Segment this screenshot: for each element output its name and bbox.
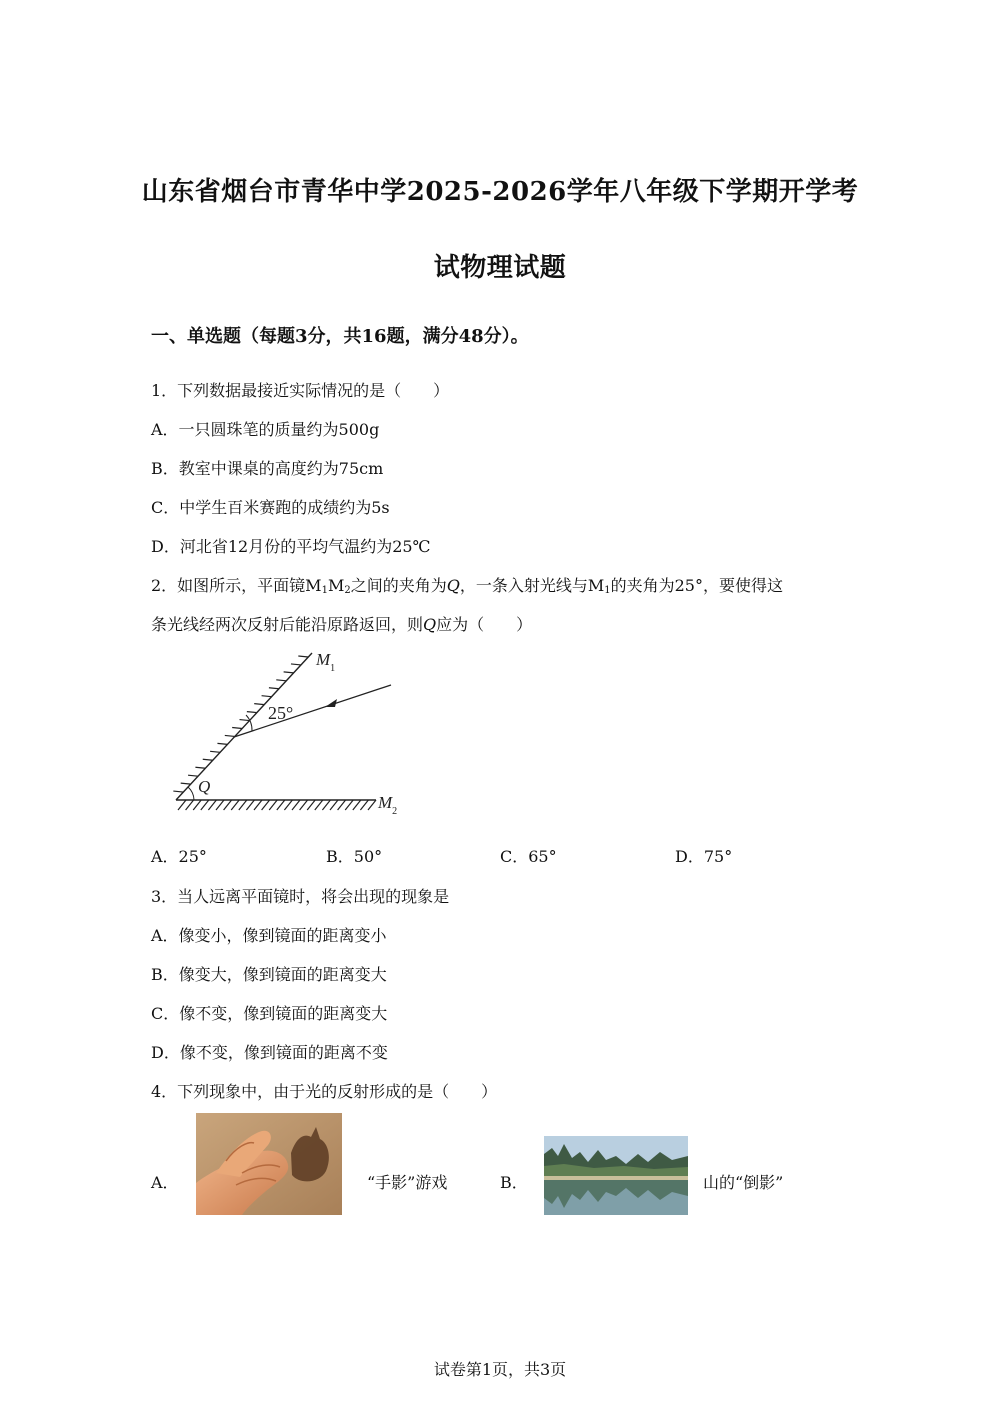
mirror-hatch-mark (239, 800, 247, 810)
question-1-option-b: B．教室中课桌的高度约为75cm (151, 459, 384, 478)
page-footer: 试卷第1页，共3页 (433, 1360, 567, 1379)
mirror-m2-hatching (178, 800, 376, 810)
question-2-option-a: A．25° (151, 847, 207, 866)
mirror-hatch-mark (322, 800, 330, 810)
question-3-stem: 3．当人远离平面镜时，将会出现的现象是 (151, 887, 450, 906)
mirror-hatch-mark (208, 800, 216, 810)
section-heading: 一、单选题（每题3分，共16题，满分48分）。 (151, 326, 529, 347)
label-m2: $M_2$ (378, 793, 398, 817)
hand-shadow-photo (196, 1113, 342, 1215)
mirror-hatch-mark (240, 720, 250, 721)
mirror-hatch-mark (292, 800, 300, 810)
mirror-hatch-mark (246, 800, 254, 810)
mirror-hatch-mark (178, 800, 186, 810)
label-angle-25: 25° (268, 703, 294, 723)
mirror-hatch-mark (262, 696, 272, 697)
mirror-hatch-mark (307, 800, 315, 810)
q2-text-d: ，一条入射光线与M (459, 576, 605, 595)
mirror-hatch-mark (217, 743, 227, 744)
mirror-hatch-mark (203, 759, 213, 760)
q2-text-b: M (327, 576, 345, 595)
question-4-option-b-caption: 山的“倒影” (703, 1173, 784, 1192)
mirror-m1 (176, 653, 312, 800)
mirror-hatch-mark (210, 751, 220, 752)
q2-text-e: 的夹角为25°，要使得这 (610, 576, 783, 595)
mirror-hatch-mark (360, 800, 368, 810)
question-4-option-a-letter: A． (151, 1173, 179, 1192)
question-3-option-d: D．像不变，像到镜面的距离不变 (151, 1043, 388, 1062)
mirror-hatch-mark (330, 800, 338, 810)
mountain-reflection-photo (544, 1136, 688, 1215)
question-2-option-c: C．65° (500, 847, 557, 866)
label-m1: $M_1$ (316, 650, 336, 674)
mirror-hatch-mark (353, 800, 361, 810)
mirror-hatch-mark (188, 775, 198, 776)
mirror-hatch-mark (201, 800, 209, 810)
mirror-diagram (160, 645, 420, 825)
exam-title-line-1: 山东省烟台市青华中学2025-2026学年八年级下学期开学考 (141, 177, 859, 207)
mirror-hatch-mark (254, 704, 264, 705)
mirror-m1-hatching (173, 656, 308, 792)
question-4-option-b-letter: B． (500, 1173, 528, 1192)
mirror-hatch-mark (298, 656, 308, 657)
question-4-stem: 4．下列现象中，由于光的反射形成的是（ ） (151, 1082, 498, 1101)
mirror-hatch-mark (300, 800, 308, 810)
mirror-hatch-mark (232, 727, 242, 728)
mirror-hatch-mark (262, 800, 270, 810)
exam-title-line-2: 试物理试题 (433, 253, 567, 283)
question-1-option-c: C．中学生百米赛跑的成绩约为5s (151, 498, 390, 517)
q2-sub-2: 2 (344, 585, 351, 596)
mirror-hatch-mark (269, 800, 277, 810)
question-3-option-b: B．像变大，像到镜面的距离变大 (151, 965, 387, 984)
mirror-hatch-mark (368, 800, 376, 810)
mirror-hatch-mark (338, 800, 346, 810)
mirror-hatch-mark (269, 688, 279, 689)
question-2-stem-line-1 (151, 573, 783, 596)
question-1-option-d: D．河北省12月份的平均气温约为25℃ (151, 537, 431, 556)
q2-text-a: 2．如图所示，平面镜M (151, 576, 322, 595)
angle-arc-q (188, 787, 194, 800)
mirror-hatch-mark (345, 800, 353, 810)
mirror-hatch-mark (224, 800, 232, 810)
mirror-hatch-mark (277, 800, 285, 810)
mirror-hatch-mark (193, 800, 201, 810)
q2-text-f: 条光线经两次反射后能沿原路返回，则 (151, 615, 424, 634)
q2-angle-symbol-2: Q (423, 615, 437, 634)
q2-text-g: 应为（ ） (436, 615, 533, 634)
q2-sub-3: 1 (604, 585, 611, 596)
mirror-hatch-mark (181, 783, 191, 784)
mirror-hatch-mark (315, 800, 323, 810)
mirror-hatch-mark (216, 800, 224, 810)
mirror-hatch-mark (173, 791, 183, 792)
question-4-option-a-caption: “手影”游戏 (367, 1173, 448, 1192)
mirror-hatch-mark (276, 680, 286, 681)
mirror-hatch-mark (195, 767, 205, 768)
mirror-hatch-mark (231, 800, 239, 810)
mirror-hatch-mark (284, 672, 294, 673)
question-2-option-b: B．50° (326, 847, 383, 866)
mirror-hatch-mark (291, 664, 301, 665)
question-3-option-c: C．像不变，像到镜面的距离变大 (151, 1004, 388, 1023)
q2-sub-1: 1 (321, 585, 328, 596)
mirror-hatch-mark (247, 712, 257, 713)
question-1-option-a: A．一只圆珠笔的质量约为500g (151, 420, 380, 439)
mirror-hatch-mark (254, 800, 262, 810)
question-3-option-a: A．像变小，像到镜面的距离变小 (151, 926, 387, 945)
mirror-hatch-mark (284, 800, 292, 810)
label-q: Q (198, 777, 211, 796)
mirror-hatch-mark (225, 735, 235, 736)
question-2-option-d: D．75° (675, 847, 733, 866)
question-1-stem: 1．下列数据最接近实际情况的是（ ） (151, 381, 450, 400)
mirror-hatch-mark (186, 800, 194, 810)
q2-angle-symbol: Q (446, 576, 460, 595)
q2-text-c: 之间的夹角为 (350, 576, 447, 595)
question-2-stem-line-2 (151, 612, 532, 635)
